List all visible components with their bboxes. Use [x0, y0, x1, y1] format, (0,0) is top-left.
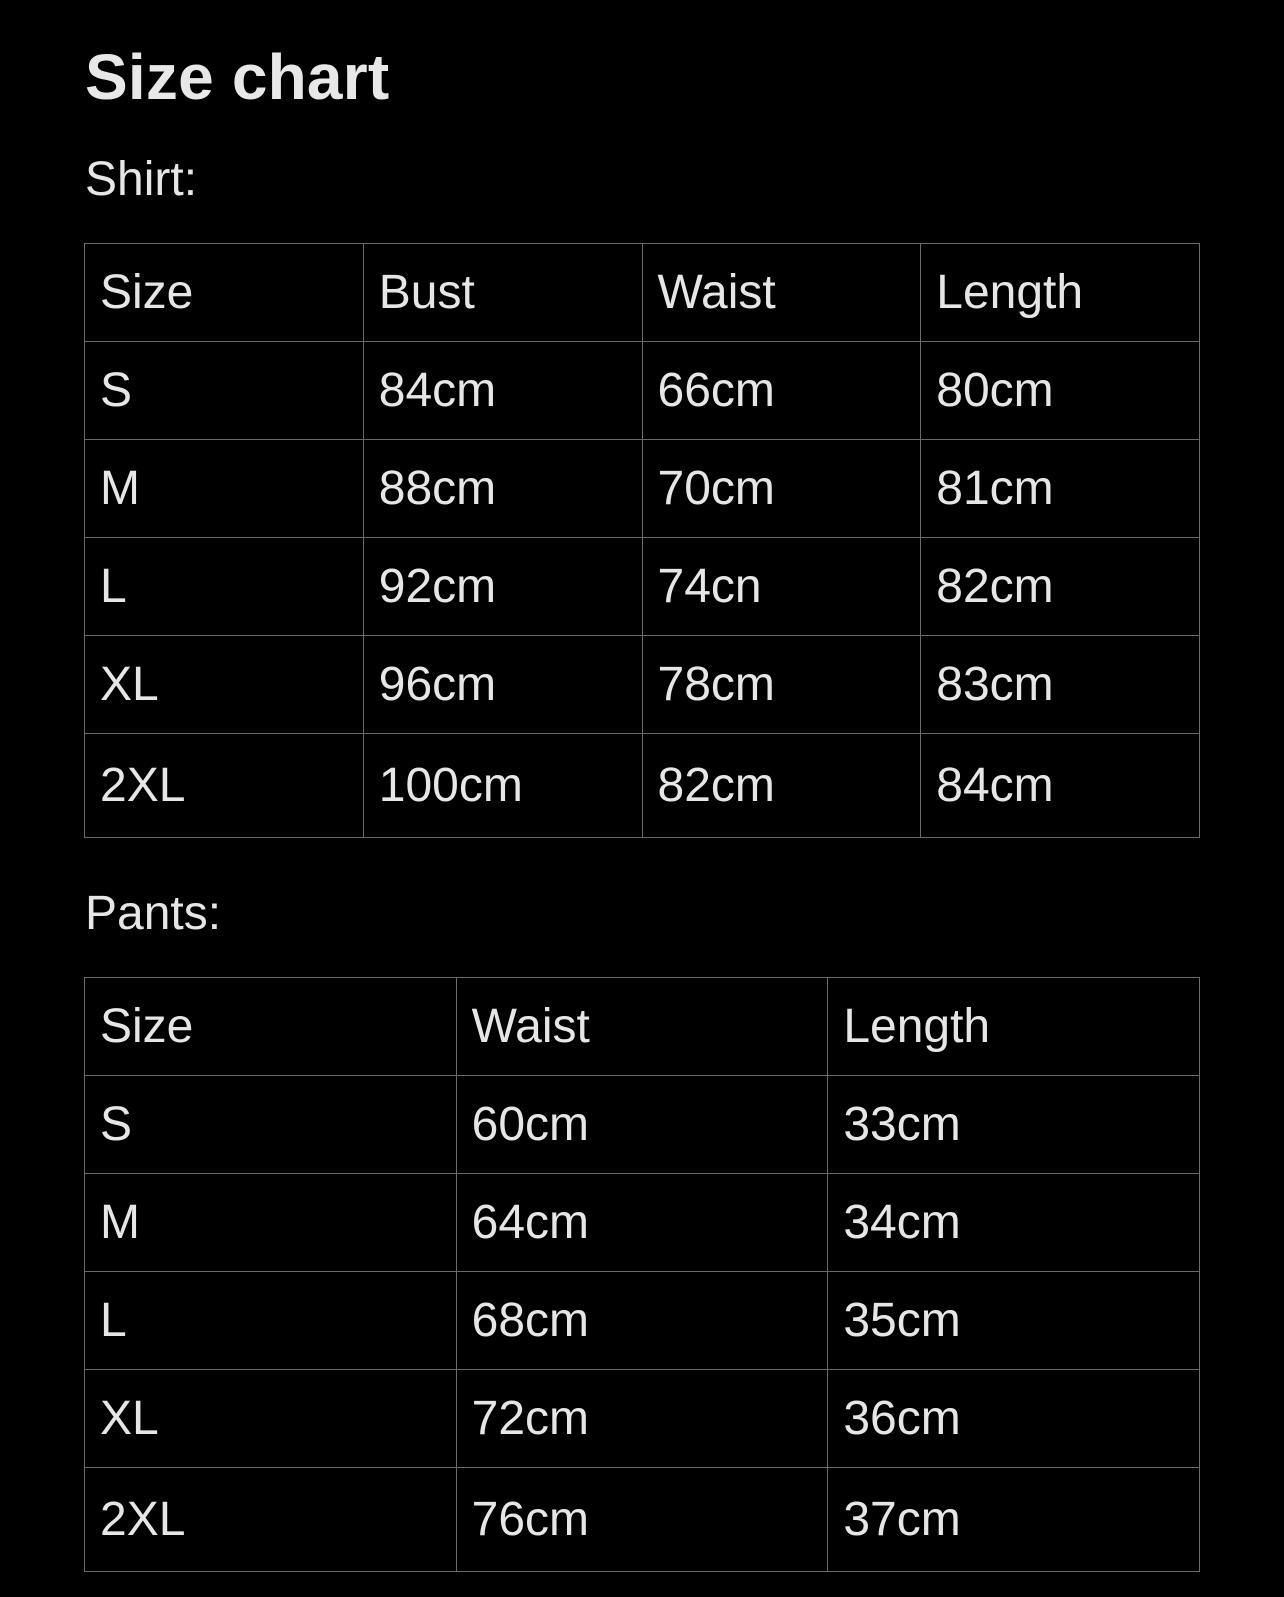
- length-cell: 34cm: [828, 1174, 1200, 1272]
- size-cell: S: [85, 1076, 457, 1174]
- size-cell: S: [85, 342, 364, 440]
- waist-cell: 74cn: [642, 538, 921, 636]
- header-cell-bust: Bust: [363, 244, 642, 342]
- header-cell-length: Length: [828, 978, 1200, 1076]
- length-cell: 82cm: [921, 538, 1200, 636]
- pants-section-label: Pants:: [85, 887, 222, 940]
- table-header-row: [85, 244, 1200, 342]
- table-row: [85, 440, 1200, 538]
- length-cell: 36cm: [828, 1370, 1200, 1468]
- header-cell-size: Size: [85, 244, 364, 342]
- length-cell: 80cm: [921, 342, 1200, 440]
- bust-cell: 100cm: [363, 734, 642, 838]
- shirt-section-label: Shirt:: [85, 153, 198, 206]
- table-row: [85, 636, 1200, 734]
- waist-cell: 78cm: [642, 636, 921, 734]
- waist-cell: 70cm: [642, 440, 921, 538]
- size-cell: L: [85, 538, 364, 636]
- table-row: [85, 1468, 1200, 1572]
- header-cell-size: Size: [85, 978, 457, 1076]
- table-row: [85, 1370, 1200, 1468]
- table-row: [85, 1174, 1200, 1272]
- table-header-row: [85, 978, 1200, 1076]
- size-cell: 2XL: [85, 734, 364, 838]
- table-row: [85, 1272, 1200, 1370]
- waist-cell: 68cm: [456, 1272, 828, 1370]
- bust-cell: 84cm: [363, 342, 642, 440]
- page-title: Size chart: [85, 41, 390, 113]
- length-cell: 81cm: [921, 440, 1200, 538]
- length-cell: 37cm: [828, 1468, 1200, 1572]
- length-cell: 84cm: [921, 734, 1200, 838]
- header-cell-waist: Waist: [642, 244, 921, 342]
- table-row: [85, 1076, 1200, 1174]
- waist-cell: 76cm: [456, 1468, 828, 1572]
- size-cell: M: [85, 440, 364, 538]
- table-row: [85, 342, 1200, 440]
- length-cell: 33cm: [828, 1076, 1200, 1174]
- size-cell: L: [85, 1272, 457, 1370]
- waist-cell: 60cm: [456, 1076, 828, 1174]
- header-cell-length: Length: [921, 244, 1200, 342]
- table-row: [85, 734, 1200, 838]
- shirt-size-table: [84, 243, 1200, 838]
- length-cell: 35cm: [828, 1272, 1200, 1370]
- bust-cell: 96cm: [363, 636, 642, 734]
- size-cell: 2XL: [85, 1468, 457, 1572]
- length-cell: 83cm: [921, 636, 1200, 734]
- waist-cell: 72cm: [456, 1370, 828, 1468]
- header-cell-waist: Waist: [456, 978, 828, 1076]
- size-cell: XL: [85, 1370, 457, 1468]
- waist-cell: 82cm: [642, 734, 921, 838]
- waist-cell: 66cm: [642, 342, 921, 440]
- table-row: [85, 538, 1200, 636]
- size-cell: XL: [85, 636, 364, 734]
- waist-cell: 64cm: [456, 1174, 828, 1272]
- bust-cell: 88cm: [363, 440, 642, 538]
- pants-size-table: [84, 977, 1200, 1572]
- size-cell: M: [85, 1174, 457, 1272]
- bust-cell: 92cm: [363, 538, 642, 636]
